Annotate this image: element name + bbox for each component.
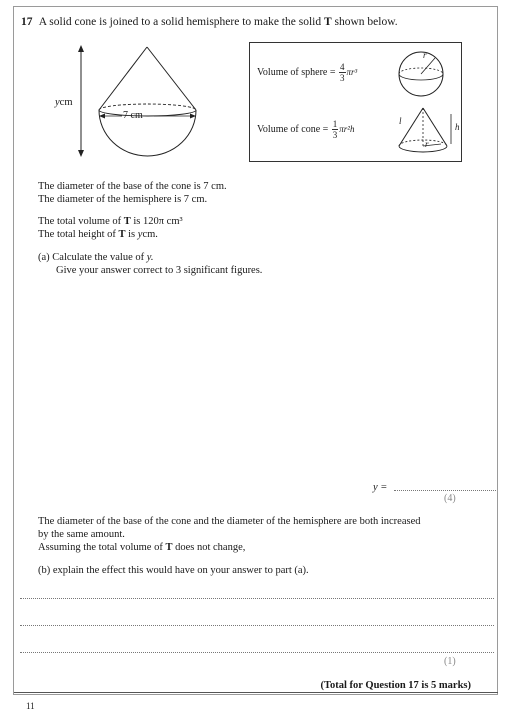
hemisphere-arc xyxy=(99,110,196,156)
solid-name: T xyxy=(323,16,332,28)
sphere-r-label: r xyxy=(423,50,427,60)
total-marks: (Total for Question 17 is 5 marks) xyxy=(320,680,471,691)
question-number: 17 xyxy=(21,16,33,28)
answer-line-b2[interactable] xyxy=(20,625,494,626)
part-b-marks: (1) xyxy=(444,656,456,667)
part-a-instruction: Give your answer correct to 3 significant figures. xyxy=(56,265,263,276)
part-b-intro-3: Assuming the total volume of T does not change, xyxy=(38,542,246,553)
page-number: 11 xyxy=(26,701,35,711)
bottom-rule xyxy=(14,692,498,693)
base-ellipse-front xyxy=(99,110,196,116)
info-total-height: The total height of T is ycm. xyxy=(38,229,158,240)
cone-left-side xyxy=(99,47,147,110)
sphere-equator-back xyxy=(399,68,443,74)
cone-l-label: l xyxy=(399,116,402,126)
answer-prefix: y = xyxy=(373,482,388,493)
part-b-intro-2: by the same amount. xyxy=(38,529,125,540)
sphere-equator-front xyxy=(399,74,443,80)
part-a-question: (a) Calculate the value of y. xyxy=(38,252,154,263)
height-arrow-bottom xyxy=(78,150,84,157)
question-intro-end: shown below. xyxy=(334,16,398,28)
question-header xyxy=(21,16,398,28)
info-hemisphere-diameter: The diameter of the hemisphere is 7 cm. xyxy=(38,194,208,205)
answer-line-a[interactable] xyxy=(394,490,496,491)
part-a-marks: (4) xyxy=(444,493,456,504)
sphere-radius xyxy=(421,58,435,74)
cone-slant-left xyxy=(399,108,423,146)
info-total-volume: The total volume of T is 120π cm³ xyxy=(38,216,183,227)
cone-h-label: h xyxy=(455,122,460,132)
height-label: ycm xyxy=(55,97,73,108)
part-b-question: (b) explain the effect this would have on your answer to part (a). xyxy=(38,565,309,576)
question-intro: A solid cone is joined to a solid hemisphere to make the solid xyxy=(38,16,322,28)
cone-r-label: r xyxy=(425,139,429,149)
cone-illustration xyxy=(393,104,463,160)
answer-line-b3[interactable] xyxy=(20,652,494,653)
sphere-formula: Volume of sphere = $\frac{4}{3}$ πr³ xyxy=(257,62,358,83)
cone-formula: Volume of cone = $\frac{1}{3}$ πr²h xyxy=(257,119,355,140)
base-ellipse-back xyxy=(99,104,196,110)
sphere-illustration xyxy=(393,48,449,100)
diameter-label: 7 cm xyxy=(123,110,143,121)
height-arrow-top xyxy=(78,45,84,52)
cone-base-front xyxy=(399,146,447,152)
cone-hemisphere-diagram xyxy=(50,42,210,162)
answer-line-b1[interactable] xyxy=(20,598,494,599)
cone-right-side xyxy=(147,47,196,110)
info-cone-diameter: The diameter of the base of the cone is 7 cm. xyxy=(38,181,227,192)
part-b-intro-1: The diameter of the base of the cone and the diameter of the hemisphere are both increased xyxy=(38,516,421,527)
